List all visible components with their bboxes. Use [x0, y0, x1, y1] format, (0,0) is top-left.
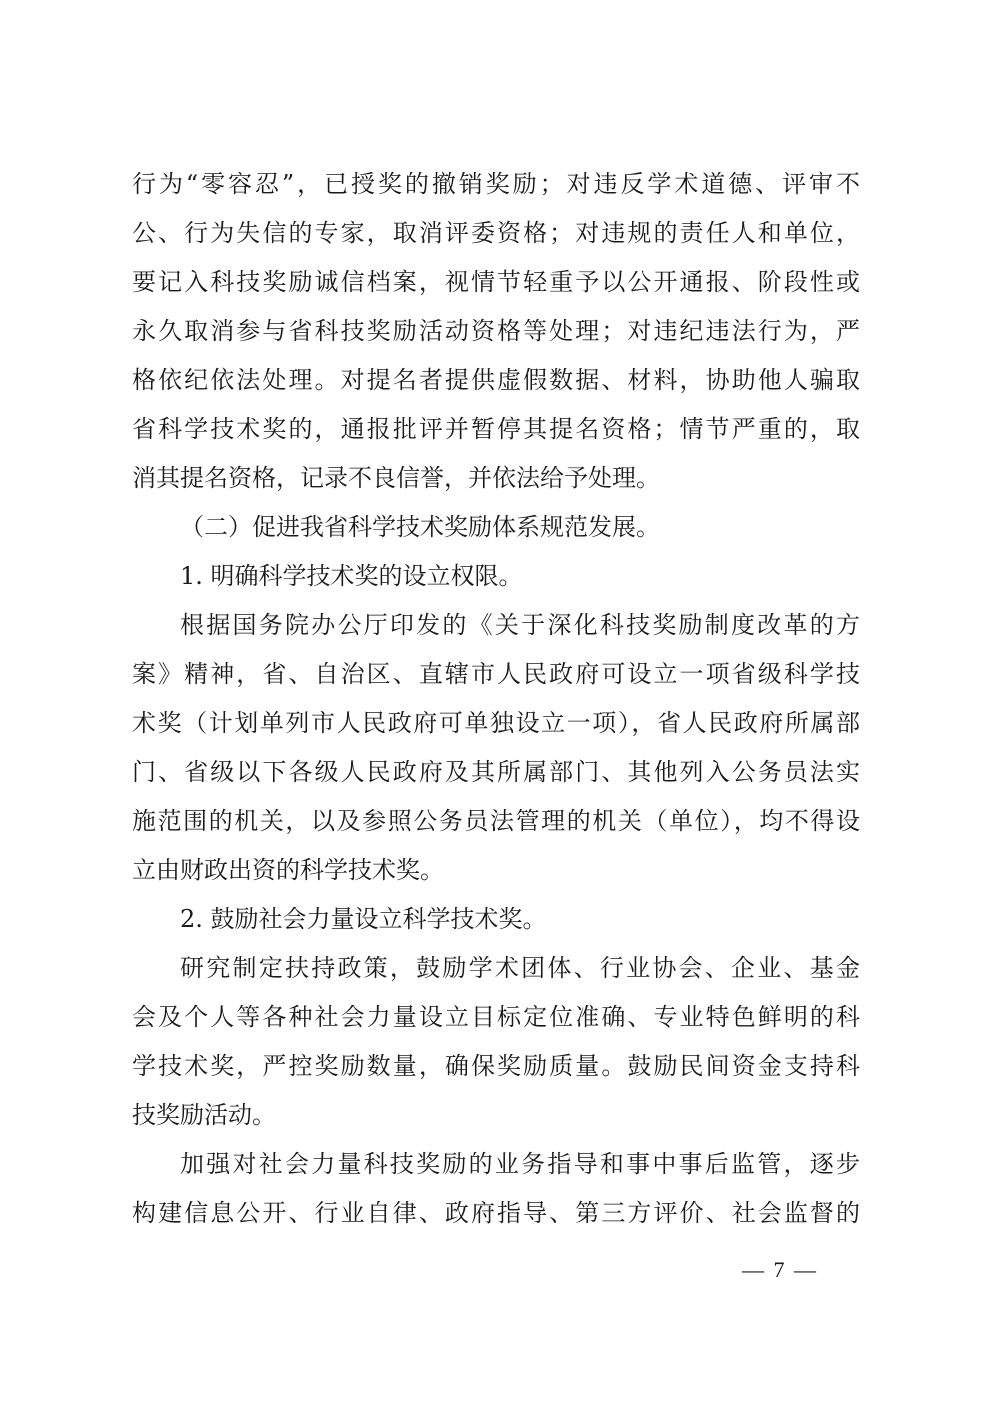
text-line: 要记入科技奖励诚信档案，视情节轻重予以公开通报、阶段性或	[132, 268, 860, 296]
text-line: 研究制定扶持政策，鼓励学术团体、行业协会、企业、基金	[180, 954, 860, 982]
section-heading: （二）促进我省科学技术奖励体系规范发展。	[180, 513, 660, 541]
text-line: 格依纪依法处理。对提名者提供虚假数据、材料，协助他人骗取	[132, 366, 860, 394]
text-line: 门、省级以下各级人民政府及其所属部门、其他列入公务员法实	[132, 758, 860, 786]
text-line: 行为“零容忍”，已授奖的撤销奖励；对违反学术道德、评审不	[132, 170, 860, 198]
page-number: — 7 —	[742, 1257, 818, 1282]
text-line: 公、行为失信的专家，取消评委资格；对违规的责任人和单位，	[132, 219, 860, 247]
text-line: 施范围的机关，以及参照公务员法管理的机关（单位），均不得设	[132, 807, 860, 835]
text-line: 永久取消参与省科技奖励活动资格等处理；对违纪违法行为，严	[132, 317, 860, 345]
text-line: 技奖励活动。	[132, 1101, 276, 1129]
text-line: 案》精神，省、自治区、直辖市人民政府可设立一项省级科学技	[132, 660, 860, 688]
subsection-heading: 1. 明确科学技术奖的设立权限。	[180, 562, 523, 590]
text-line: 省科学技术奖的，通报批评并暂停其提名资格；情节严重的，取	[132, 415, 860, 443]
subsection-heading: 2. 鼓励社会力量设立科学技术奖。	[180, 905, 547, 933]
text-line: 术奖（计划单列市人民政府可单独设立一项），省人民政府所属部	[132, 709, 860, 737]
text-line: 学技术奖，严控奖励数量，确保奖励质量。鼓励民间资金支持科	[132, 1052, 860, 1080]
text-line: 立由财政出资的科学技术奖。	[132, 856, 444, 884]
text-line: 消其提名资格，记录不良信誉，并依法给予处理。	[132, 464, 660, 492]
text-line: 加强对社会力量科技奖励的业务指导和事中事后监管，逐步	[180, 1150, 860, 1178]
text-line: 构建信息公开、行业自律、政府指导、第三方评价、社会监督的	[132, 1199, 860, 1227]
text-line: 根据国务院办公厅印发的《关于深化科技奖励制度改革的方	[180, 611, 860, 639]
text-line: 会及个人等各种社会力量设立目标定位准确、专业特色鲜明的科	[132, 1003, 860, 1031]
